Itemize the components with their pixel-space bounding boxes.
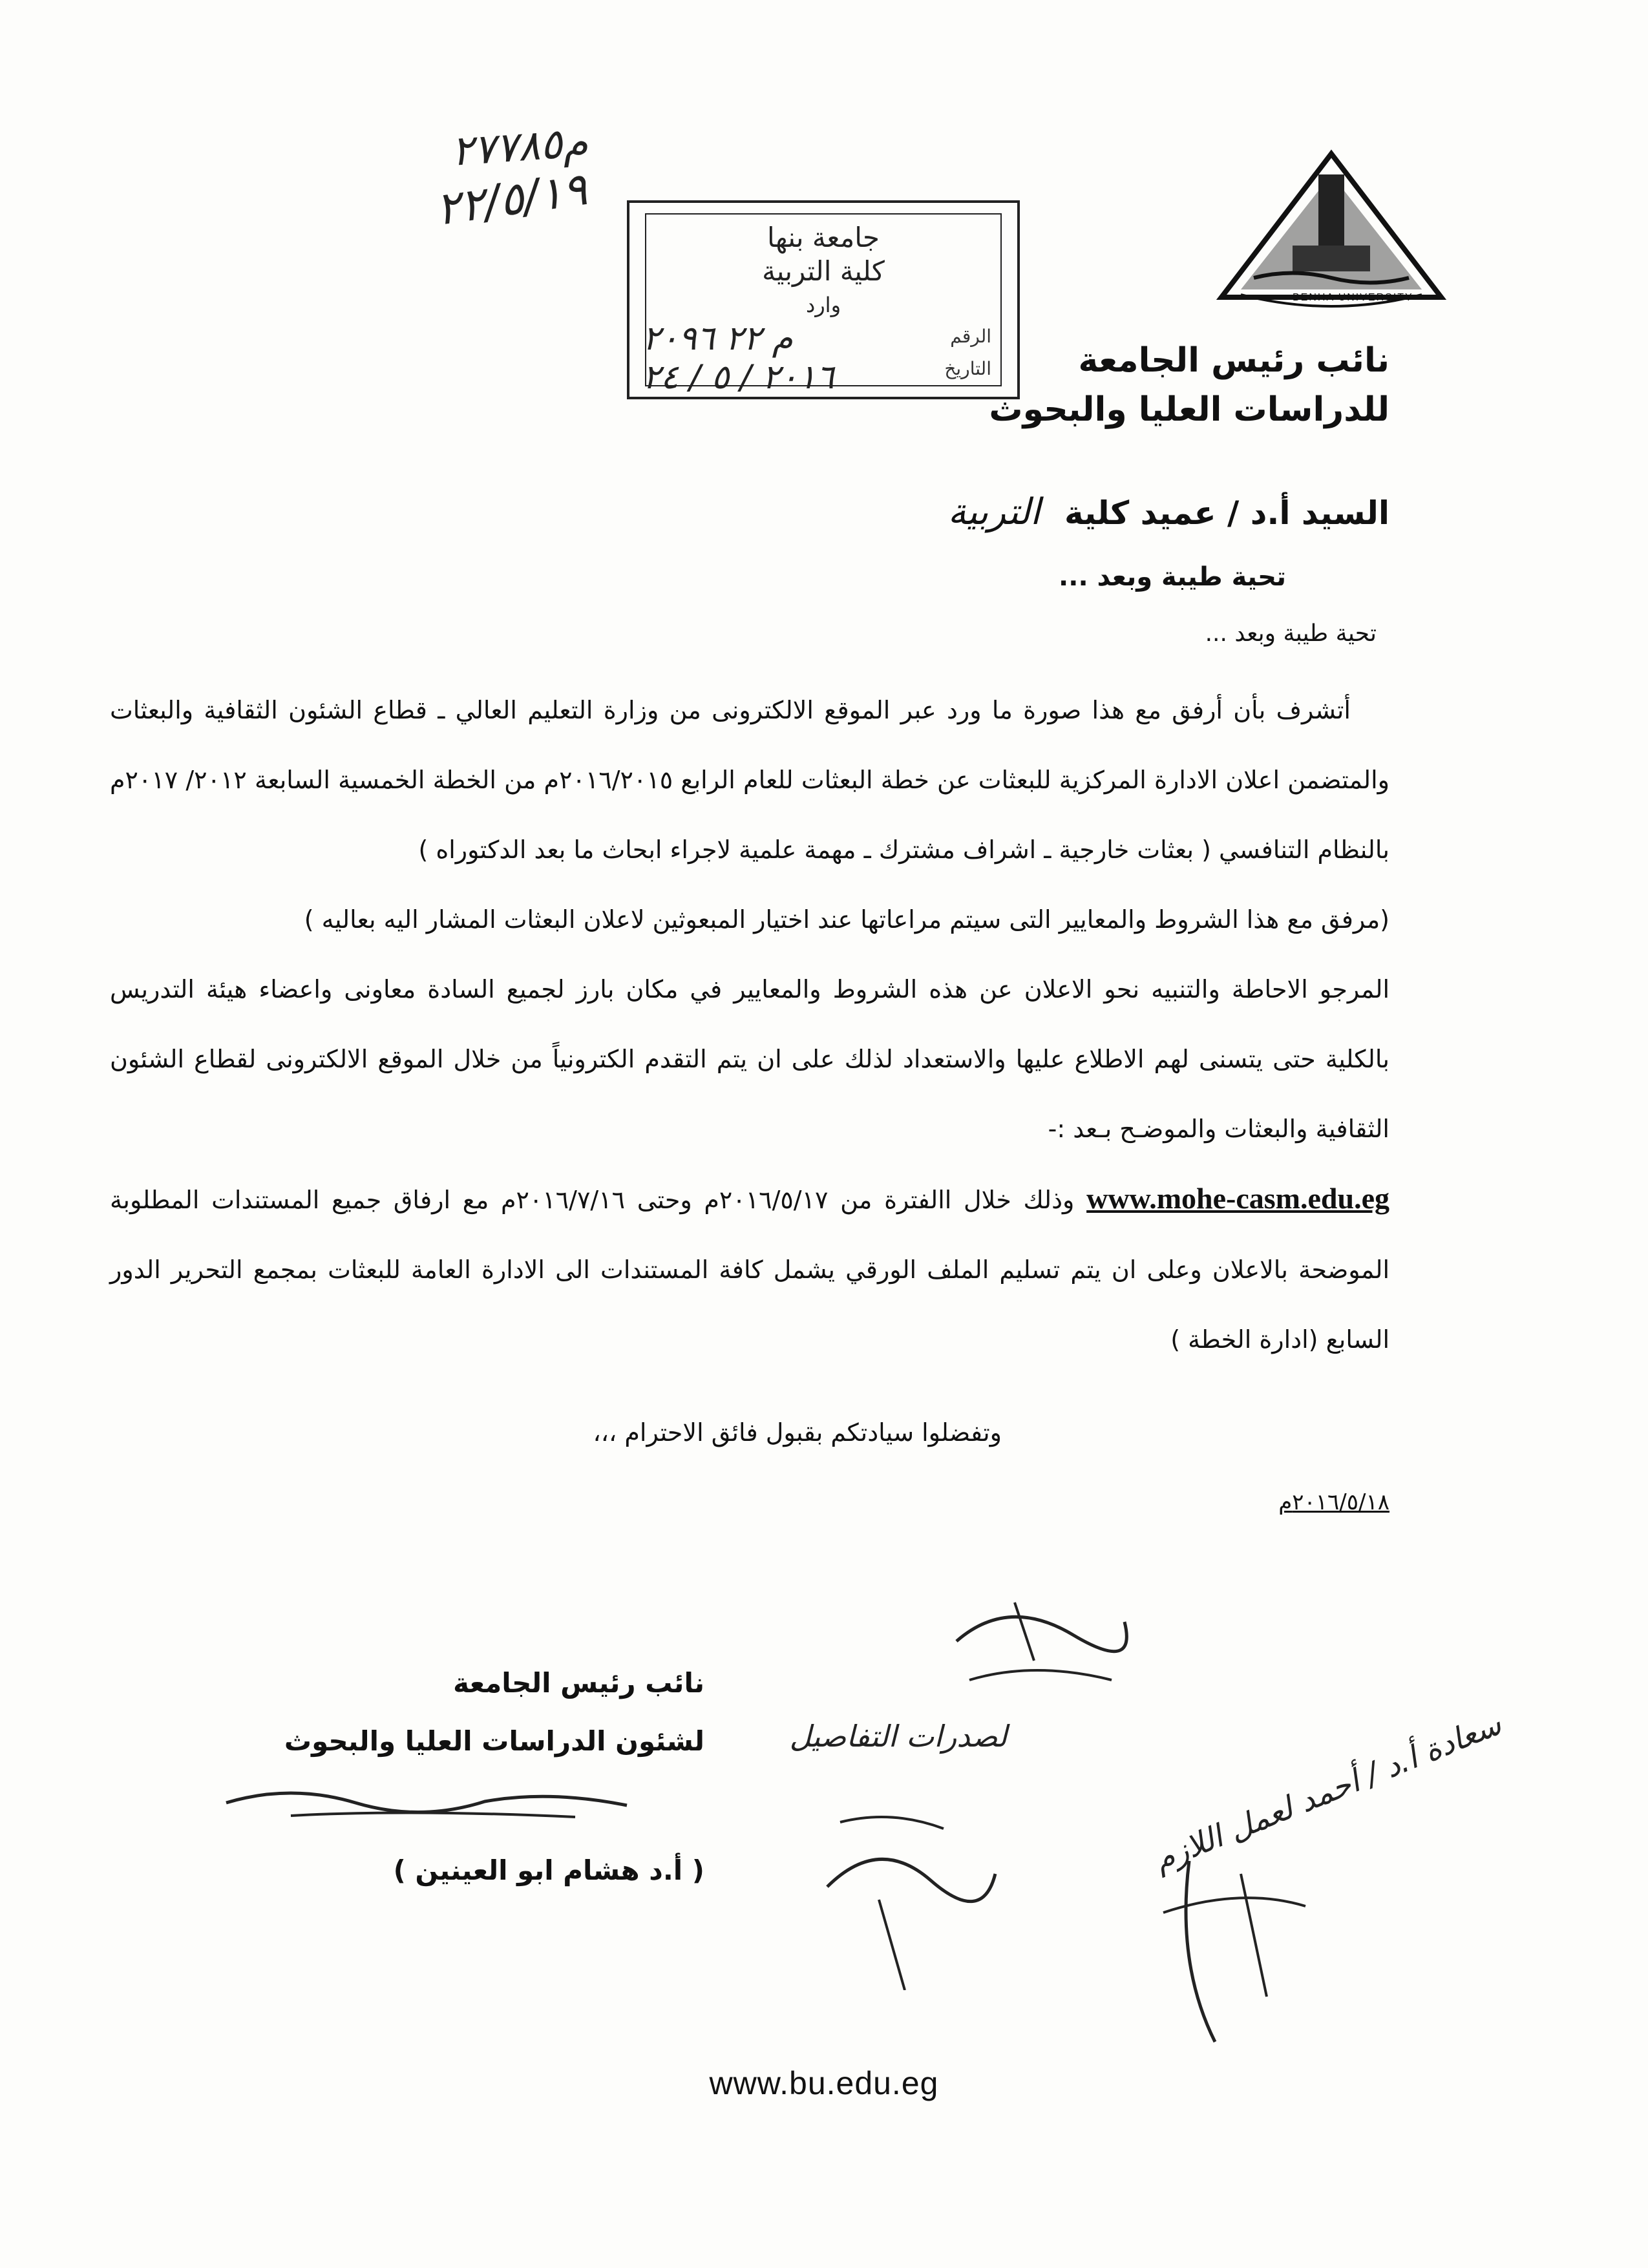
stamp-number-label: الرقم [950, 326, 991, 347]
letter-body [110, 675, 1389, 1374]
signatory-name: ( أ.د هشام ابو العينين ) [393, 1854, 704, 1886]
body-paragraph-2: (مرفق مع هذا الشروط والمعايير التى سيتم مراعاتها عند اختيار المبعوثين لاعلان البعثات المشار اليه بعاليه ) [304, 905, 1389, 934]
office-title-line2: للدراسات العليا والبحوث [989, 390, 1389, 429]
logo-caption: BENHA UNIVERSITY [1293, 292, 1413, 303]
salutation-repeat: تحية طيبة وبعد ... [1205, 620, 1377, 647]
stamp-university: جامعة بنها [767, 222, 880, 253]
body-paragraph-3: المرجو الاحاطة والتنبيه نحو الاعلان عن هذه الشروط والمعايير في مكان بارز لجميع السادة معاونى واعضاء هيئة التدريس بالكلية حتى يتسنى لهم الاطلاع عليها والاستعداد لذلك على ان يتم التقدم الكترونياً من خلال الموقع الالكترونى لقطاع الشئون الثقافية والبعثات والموضـح بـعد :- [110, 975, 1389, 1143]
office-title-line1: نائب رئيس الجامعة [1078, 341, 1389, 380]
stamp-faculty: كلية التربية [762, 255, 885, 287]
handnote-date: ٢٢/٥/١٩ [432, 162, 591, 236]
closing-line: وتفضلوا سيادتكم بقبول فائق الاحترام ،،، [593, 1418, 1002, 1447]
stamp-date-hand: ٢٠١٦ / ٥ / ٢٤ [642, 358, 834, 397]
incoming-stamp [627, 200, 1020, 399]
handwritten-reference [278, 118, 591, 271]
mohe-url-link[interactable]: www.mohe-casm.edu.eg [1086, 1182, 1389, 1215]
signature-title-2: لشئون الدراسات العليا والبحوث [284, 1725, 704, 1757]
signature-scribble [213, 1777, 666, 1829]
salutation: تحية طيبة وبعد ... [1059, 562, 1286, 592]
footer-url[interactable]: www.bu.edu.eg [709, 2065, 939, 2101]
annotation-center [763, 1719, 1034, 1754]
university-logo [1215, 149, 1448, 317]
addressee-handwritten: التربية [947, 491, 1041, 533]
signature-block [213, 1654, 730, 1886]
top-annotation-scribble [918, 1583, 1137, 1699]
stamp-number-hand: م ٢٢ ٢٠٩٦ [642, 319, 793, 358]
body-paragraph-4 [110, 1164, 1389, 1374]
annotation-right-scribble [1137, 1835, 1344, 2055]
stamp-incoming-label: وارد [805, 293, 841, 317]
signature-title-1: نائب رئيس الجامعة [453, 1667, 704, 1699]
addressee: السيد أ.د / عميد كلية [1064, 494, 1389, 532]
body-paragraph-1: أتشرف بأن أرفق مع هذا صورة ما ورد عبر الموقع الالكترونى من وزارة التعليم العالي ـ قطاع الشئون الثقافية والبعثات والمتضمن اعلان الادارة المركزية للبعثات عن خطة البعثات للعام الرابع ٢٠١٦/٢٠١٥م من الخطة الخمسية السابعة ٢٠١٢/ ٢٠١٧م بالنظام التنافسي ( بعثات خارجية ـ اشراف مشترك ـ مهمة علمية لاجراء ابحاث ما بعد الدكتوراه ) [110, 696, 1389, 864]
annotation-right-text: سعادة أ.د / أحمد لعمل اللازم [1148, 1706, 1506, 1879]
stamp-date-label: التاريخ [944, 358, 991, 379]
body-paragraph-4-text: وذلك خلال االفترة من ٢٠١٦/٥/١٧م وحتى ٢٠١٦/٧/١٦م مع ارفاق جميع المستندات المطلوبة الموضحة بالاعلان وعلى ان يتم تسليم الملف الورقي يشمل كافة المستندات الى الادارة العامة للبعثات بمجمع التحرير الدور السابع (ادارة الخطة ) [110, 1186, 1389, 1354]
letter-date: ٢٠١٦/٥/١٨م [1278, 1489, 1389, 1515]
addressee-line [355, 491, 1389, 533]
handnote-number: م٢٧٧٨٥ [449, 118, 589, 176]
annotation-center-scribble [801, 1796, 1008, 1990]
annotation-center-text: لصدرات التفاصيل [789, 1719, 1008, 1754]
